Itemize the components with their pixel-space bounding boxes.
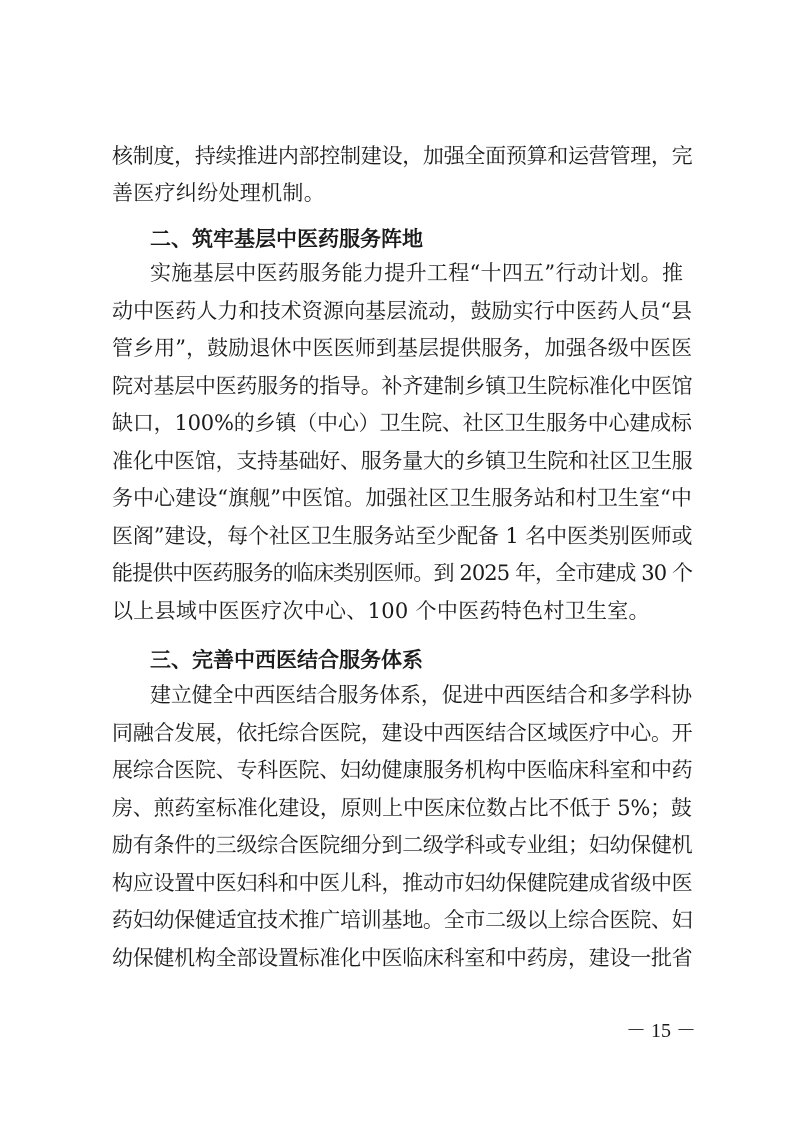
paragraph-line: 动中医药人力和技术资源向基层流动，鼓励实行中医药人员“县 bbox=[112, 299, 693, 323]
paragraph-line: 药妇幼保健适宜技术推广培训基地。全市二级以上综合医院、妇 bbox=[112, 908, 693, 932]
paragraph-line: 医阁”建设，每个社区卫生服务站至少配备 1 名中医类别医师或 bbox=[112, 524, 693, 548]
page-number: － 15 － bbox=[626, 1020, 696, 1042]
paragraph-line: 核制度，持续推进内部控制建设，加强全面预算和运营管理，完 bbox=[112, 144, 693, 168]
paragraph-line: 励有条件的三级综合医院细分到二级学科或专业组；妇幼保健机 bbox=[112, 833, 693, 857]
paragraph-line: 管乡用”，鼓励退休中医医师到基层提供服务，加强各级中医医 bbox=[112, 336, 693, 360]
paragraph-line: 以上县域中医医疗次中心、100 个中医药特色村卫生室。 bbox=[112, 599, 650, 623]
paragraph-line: 缺口，100%的乡镇（中心）卫生院、社区卫生服务中心建成标 bbox=[112, 411, 692, 435]
section-heading: 三、完善中西医结合服务体系 bbox=[150, 648, 423, 672]
paragraph-line: 务中心建设“旗舰”中医馆。加强社区卫生服务站和村卫生室“中 bbox=[112, 486, 692, 510]
paragraph-line: 同融合发展，依托综合医院，建设中西医结合区域医疗中心。开 bbox=[112, 721, 693, 745]
section-heading: 二、筑牢基层中医药服务阵地 bbox=[150, 227, 423, 251]
paragraph-line: 实施基层中医药服务能力提升工程“十四五”行动计划。推 bbox=[150, 261, 684, 285]
paragraph-line: 院对基层中医药服务的指导。补齐建制乡镇卫生院标准化中医馆 bbox=[112, 374, 693, 398]
paragraph-line: 建立健全中西医结合服务体系，促进中西医结合和多学科协 bbox=[150, 683, 692, 707]
paragraph-line: 幼保健机构全部设置标准化中医临床科室和中药房，建设一批省 bbox=[112, 946, 693, 970]
paragraph-line: 善医疗纠纷处理机制。 bbox=[112, 181, 325, 205]
paragraph-line: 构应设置中医妇科和中医儿科，推动市妇幼保健院建成省级中医 bbox=[112, 871, 693, 895]
paragraph-line: 准化中医馆，支持基础好、服务量大的乡镇卫生院和社区卫生服 bbox=[112, 449, 693, 473]
paragraph-line: 房、煎药室标准化建设，原则上中医床位数占比不低于 5%；鼓 bbox=[112, 796, 692, 820]
paragraph-line: 能提供中医药服务的临床类别医师。到 2025 年，全市建成 30 个 bbox=[112, 561, 693, 585]
paragraph-line: 展综合医院、专科医院、妇幼健康服务机构中医临床科室和中药 bbox=[112, 758, 693, 782]
